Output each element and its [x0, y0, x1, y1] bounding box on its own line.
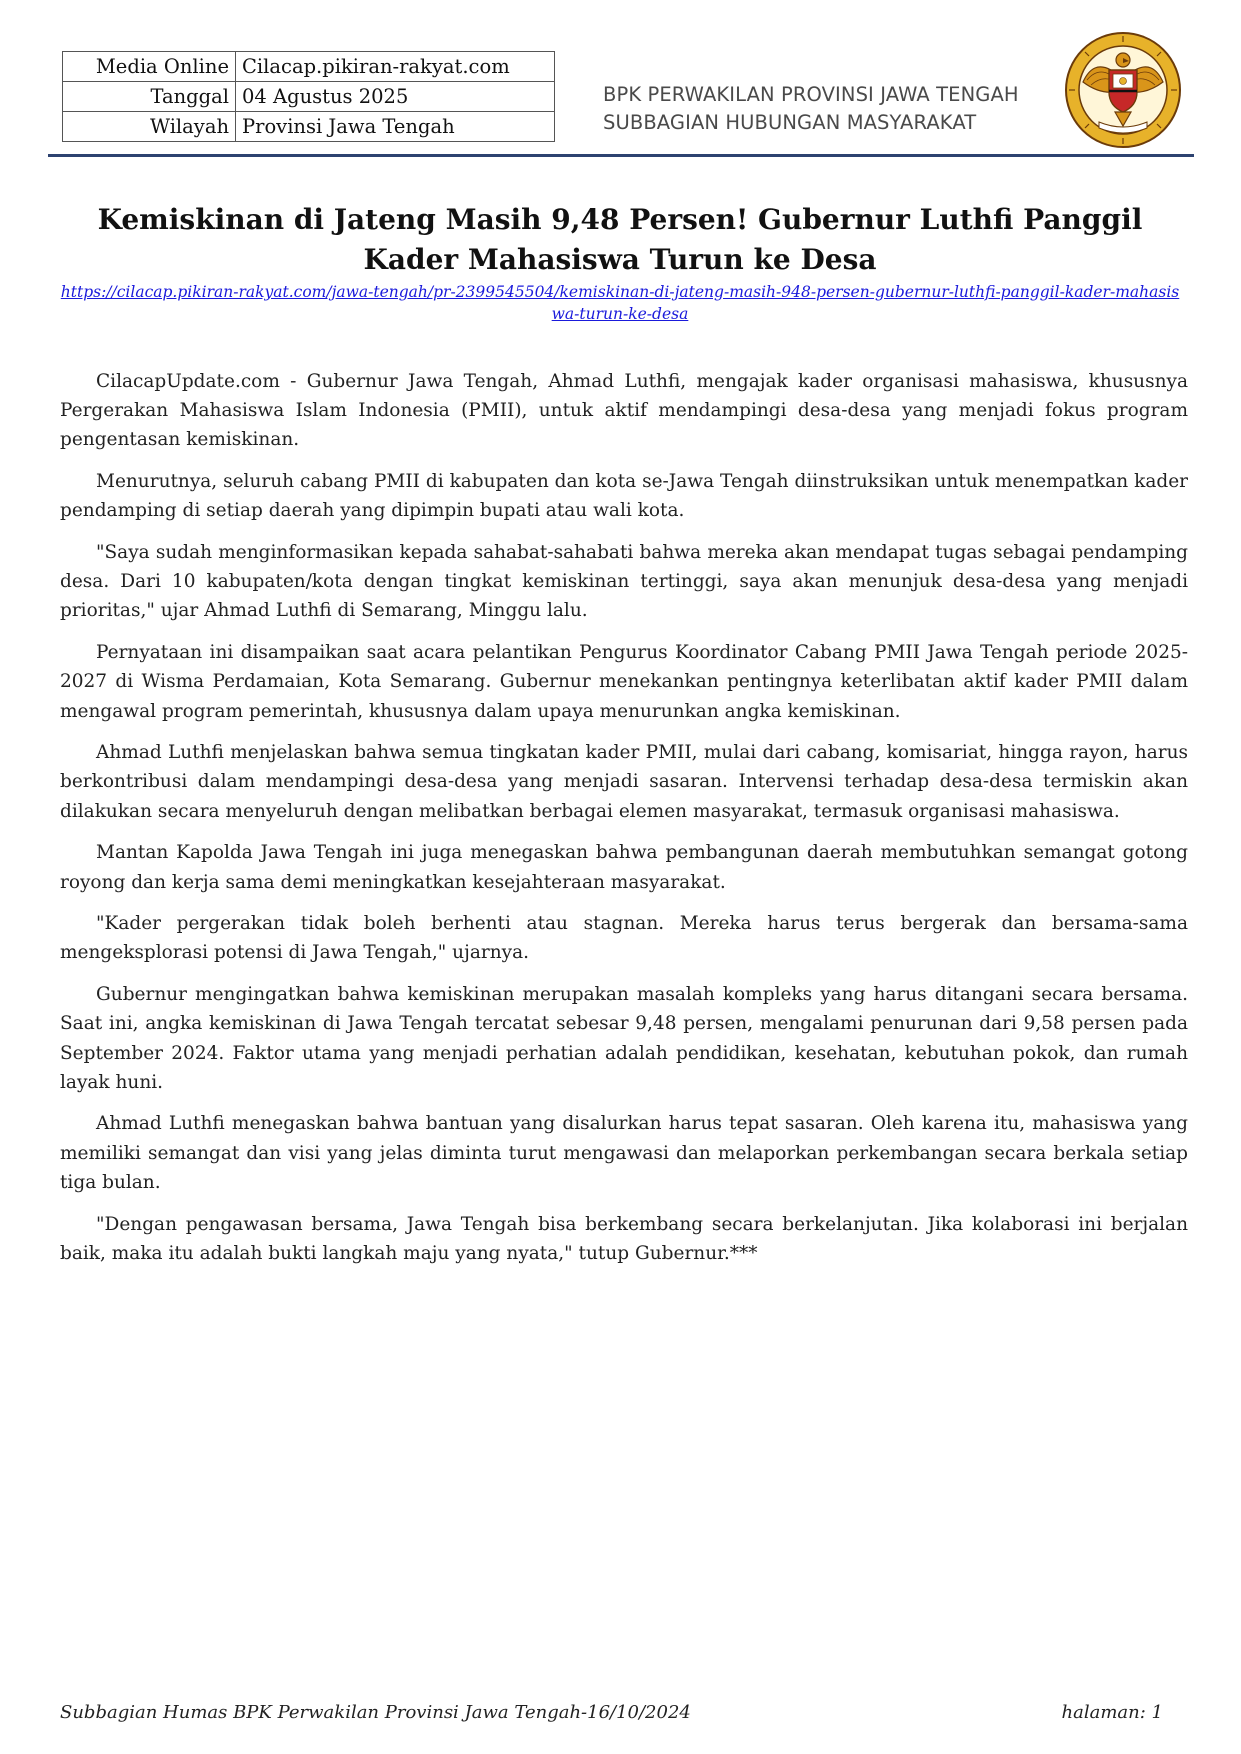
date-info-value: 04 Agustus 2025: [236, 82, 555, 112]
article-paragraph: "Kader pergerakan tidak boleh berhenti atau stagnan. Mereka harus terus bergerak dan bersama-sama mengeksplorasi potensi di Jawa Tengah," ujarnya.: [60, 913, 1188, 964]
media-info-value: Cilacap.pikiran-rakyat.com: [236, 52, 555, 82]
region-info-value: Provinsi Jawa Tengah: [236, 112, 555, 142]
media-info-table: [62, 51, 555, 142]
region-info-label: Wilayah: [63, 112, 236, 142]
date-info-row: [63, 82, 555, 112]
article-paragraph: Gubernur mengingatkan bahwa kemiskinan merupakan masalah kompleks yang harus ditangani secara bersama. Saat ini, angka kemiskinan di Jawa Tengah tercatat sebesar 9,48 persen, mengalami penurunan dari 9,58 persen pada September 2024. Faktor utama yang menjadi perhatian adalah pendidikan, kesehatan, kebutuhan pokok, dan rumah layak huni.: [60, 984, 1188, 1093]
article-title: Kemiskinan di Jateng Masih 9,48 Persen! Gubernur Luthfi Panggil Kader Mahasiswa Turun ke Desa: [97, 203, 1143, 276]
date-info-label: Tanggal: [63, 82, 236, 112]
article-body: [60, 367, 1188, 1280]
article-paragraph: Ahmad Luthfi menjelaskan bahwa semua tingkatan kader PMII, mulai dari cabang, komisariat, hingga rayon, harus berkontribusi dalam mendampingi desa-desa yang menjadi sasaran. Intervensi terhadap desa-desa termiskin akan dilakukan secara menyeluruh dengan melibatkan berbagai elemen masyarakat, termasuk organisasi mahasiswa.: [60, 742, 1188, 822]
article-paragraph: "Saya sudah menginformasikan kepada sahabat-sahabati bahwa mereka akan mendapat tugas sebagai pendamping desa. Dari 10 kabupaten/kota dengan tingkat kemiskinan tertinggi, saya akan menunjuk desa-desa yang menjadi prioritas," ujar Ahmad Luthfi di Semarang, Minggu lalu.: [60, 542, 1188, 622]
article-paragraph: Menurutnya, seluruh cabang PMII di kabupaten dan kota se-Jawa Tengah diinstruksikan untuk menempatkan kader pendamping di setiap daerah yang dipimpin bupati atau wali kota.: [60, 471, 1188, 522]
article-paragraph: Mantan Kapolda Jawa Tengah ini juga menegaskan bahwa pembangunan daerah membutuhkan semangat gotong royong dan kerja sama demi meningkatkan kesejahteraan masyarakat.: [60, 842, 1188, 893]
region-info-row: [63, 112, 555, 142]
organization-line-1: BPK PERWAKILAN PROVINSI JAWA TENGAH: [603, 83, 1019, 106]
article-url-link[interactable]: https://cilacap.pikiran-rakyat.com/jawa-tengah/pr-2399545504/kemiskinan-di-jateng-masih-948-persen-gubernur-luthfi-panggil-kader-mahasiswa-turun-ke-desa: [60, 283, 1180, 323]
article-paragraph: Pernyataan ini disampaikan saat acara pelantikan Pengurus Koordinator Cabang PMII Jawa Tengah periode 2025-2027 di Wisma Perdamaian, Kota Semarang. Gubernur menekankan pentingnya keterlibatan aktif kader PMII dalam mengawal program pemerintah, khususnya dalam upaya menurunkan angka kemiskinan.: [60, 642, 1188, 722]
garuda-emblem-icon: [1063, 30, 1183, 150]
organization-name: [603, 81, 1019, 137]
header-divider: [48, 154, 1194, 157]
media-info-row: [63, 52, 555, 82]
media-info-label: Media Online: [63, 52, 236, 82]
article-paragraph: Ahmad Luthfi menegaskan bahwa bantuan yang disalurkan harus tepat sasaran. Oleh karena itu, mahasiswa yang memiliki semangat dan visi yang jelas diminta turut mengawasi dan melaporkan perkembangan secara berkala setiap tiga bulan.: [60, 1113, 1188, 1193]
article-paragraph: CilacapUpdate.com - Gubernur Jawa Tengah, Ahmad Luthfi, mengajak kader organisasi mahasiswa, khususnya Pergerakan Mahasiswa Islam Indonesia (PMII), untuk aktif mendampingi desa-desa yang menjadi fokus program pengentasan kemiskinan.: [60, 371, 1188, 451]
organization-line-2: SUBBAGIAN HUBUNGAN MASYARAKAT: [603, 111, 977, 134]
article-paragraph: "Dengan pengawasan bersama, Jawa Tengah bisa berkembang secara berkelanjutan. Jika kolaborasi ini berjalan baik, maka itu adalah bukti langkah maju yang nyata," tutup Gubernur.***: [60, 1213, 1188, 1264]
footer-source: Subbagian Humas BPK Perwakilan Provinsi Jawa Tengah-16/10/2024: [60, 1702, 691, 1723]
page-number: halaman: 1: [1061, 1702, 1163, 1723]
